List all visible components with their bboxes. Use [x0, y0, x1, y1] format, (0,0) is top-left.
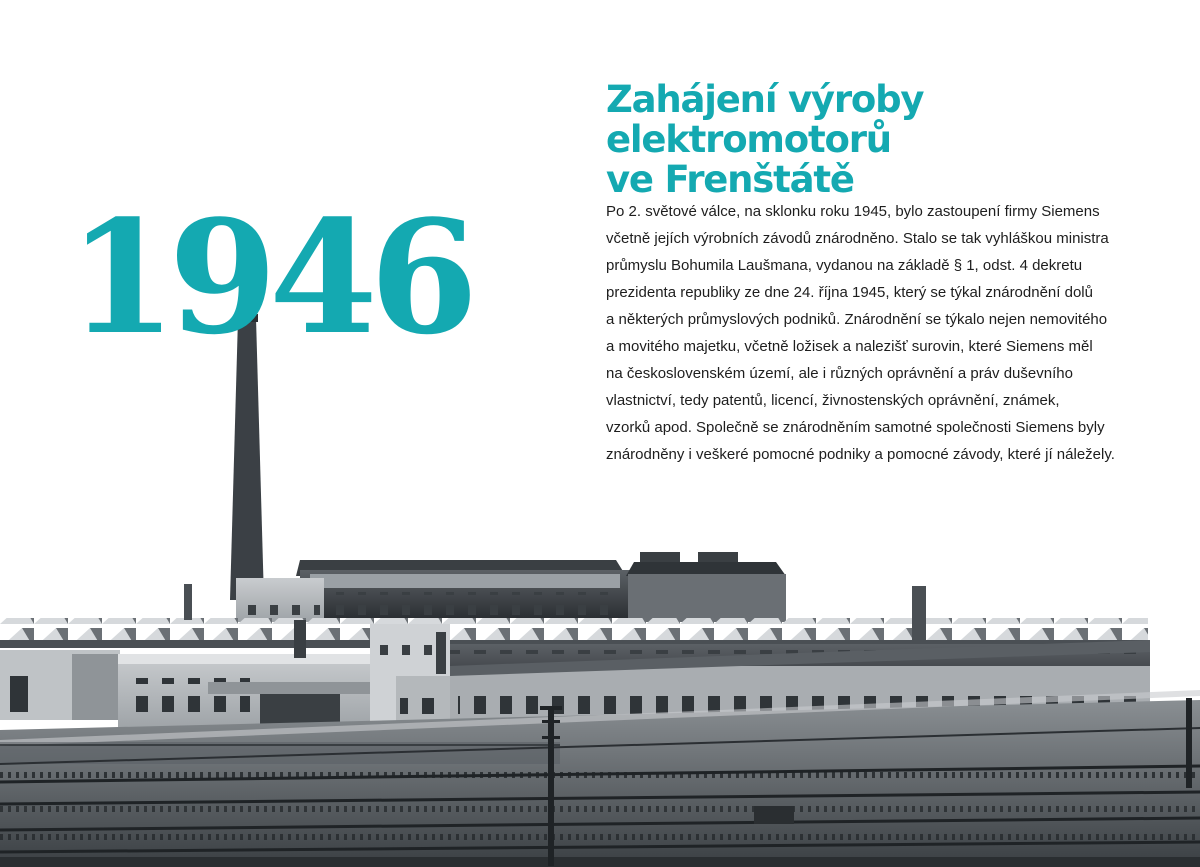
factory-back-hall: [236, 552, 786, 622]
body-line: Po 2. světové válce, na sklonku roku 1945, bylo zastoupení firmy Siemens: [606, 203, 1100, 220]
body-line: průmyslu Bohumila Laušmana, vydanou na základě § 1, odst. 4 dekretu: [606, 257, 1083, 274]
title-line-2: ve Frenštátě: [606, 158, 854, 201]
body-line: znárodněny i veškeré pomocné podniky a pomocné závody, které jí náležely.: [606, 446, 1115, 463]
body-line: a movitého majetku, včetně ložisek a nalezišť surovin, které Siemens měl: [606, 338, 1093, 355]
body-line: vlastnictví, tedy patentů, licencí, živnostenských oprávnění, známek,: [606, 392, 1060, 409]
body-line: na československém území, ale i různých oprávnění a práv duševního: [606, 365, 1073, 382]
body-line: a některých průmyslových podniků. Znárodnění se týkalo nejen nemovitého: [606, 311, 1108, 328]
body-line: vzorků apod. Společně se znárodněním samotné společnosti Siemens byly: [606, 419, 1105, 436]
title-line-1: Zahájení výroby elektromotorů: [606, 78, 924, 161]
year-heading: 1946: [68, 186, 471, 369]
body-line: včetně jejích výrobních závodů znárodněno. Stalo se tak vyhláškou ministra: [606, 230, 1109, 247]
body-line: prezidenta republiky ze dne 24. října 1945, který se týkal znárodnění dolů: [606, 284, 1093, 301]
